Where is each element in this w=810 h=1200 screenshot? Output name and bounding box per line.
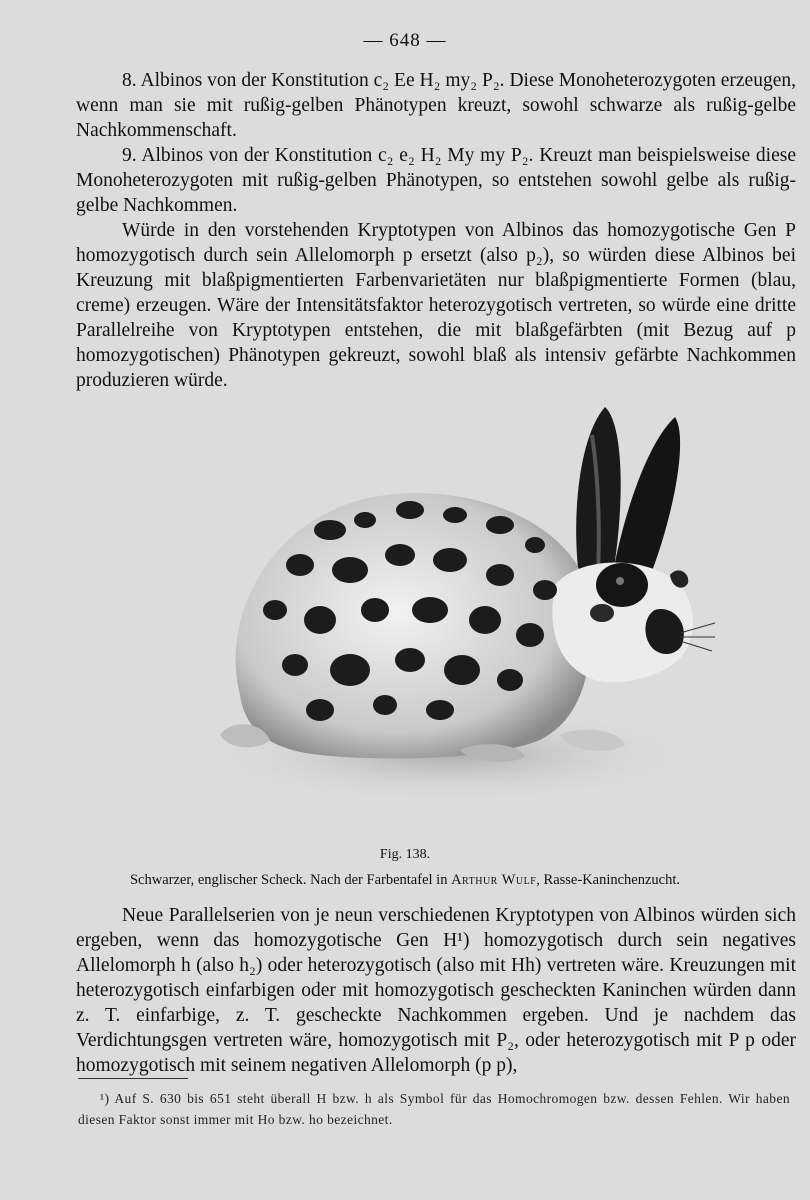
- rabbit-illustration: [200, 395, 720, 815]
- paragraph-8: 8. Albinos von der Konstitution c₂ Ee H₂ my₂ P₂. Diese Monoheterozygoten erzeugen, wenn man sie mit rußig-gelben Phänotypen kreuzt, sowohl schwarze als rußig-gelbe Nachkommenschaft.: [76, 70, 796, 141]
- caption-prefix: Schwarzer, englischer Scheck. Nach der Farbentafel in: [129, 872, 448, 888]
- caption-author: Arthur Wulf: [451, 872, 537, 888]
- footnote: [78, 1088, 790, 1130]
- paragraph-parallelserien: Neue Parallelserien von je neun verschiedenen Kryptotypen von Albinos würden sich ergeben, wenn das homozygotische Gen H¹) homozygotisch durch sein negatives Allelomorph h (also h₂) oder heterozygotisch (also mit Hh) vertreten wäre. Kreuzungen mit heterozygotisch einfarbigen oder mit homozygotisch gescheckten Kaninchen würden dann z. T. einfarbige, z. T. gescheckte Nachkommen ergeben. Und je nachdem das Verdichtungsgen vertreten wäre, homozygotisch mit P₂, oder heterozygotisch mit P p oder homozygotisch mit seinem negativen Allelomorph (p p),: [76, 905, 796, 1076]
- paragraph-9: 9. Albinos von der Konstitution c₂ e₂ H₂ My my P₂. Kreuzt man beispielsweise diese Monoheterozygoten mit rußig-gelben Phänotypen, so entstehen sowohl gelbe als rußig-gelbe Nachkommen.: [76, 145, 796, 216]
- caption-suffix: , Rasse-Kaninchenzucht.: [536, 872, 681, 888]
- figure-label: Fig. 138.: [379, 847, 431, 862]
- top-text-block: [76, 68, 796, 393]
- footnote-divider: [78, 1078, 188, 1079]
- page-number: — 648 —: [363, 30, 447, 51]
- paragraph-kryptotypen: Würde in den vorstehenden Kryptotypen von Albinos das homozygotische Gen P homozygotisch durch sein Allelomorph p ersetzt (also p₂), so würden diese Albinos bei Kreuzung mit blaßpigmentierten Farbenvarietäten nur blaßpigmentierte Formen (blau, creme) erzeugen. Wäre der Intensitätsfaktor heterozygotisch vertreten, so würde eine dritte Parallelreihe von Kryptotypen entstehen, die mit blaßgefärbten (mit Bezug auf p homozygotischen) Phänotypen gekreuzt, sowohl blaß als intensiv gefärbte Nachkommen produzieren würde.: [76, 220, 796, 391]
- bottom-text-block: [76, 903, 796, 1078]
- figure-caption: [0, 872, 810, 889]
- footnote-text: ¹) Auf S. 630 bis 651 steht überall H bzw. h als Symbol für das Homochromogen bzw. dessen Fehlen. Wir haben diesen Faktor sonst immer mit Ho bzw. ho bezeichnet.: [78, 1091, 790, 1127]
